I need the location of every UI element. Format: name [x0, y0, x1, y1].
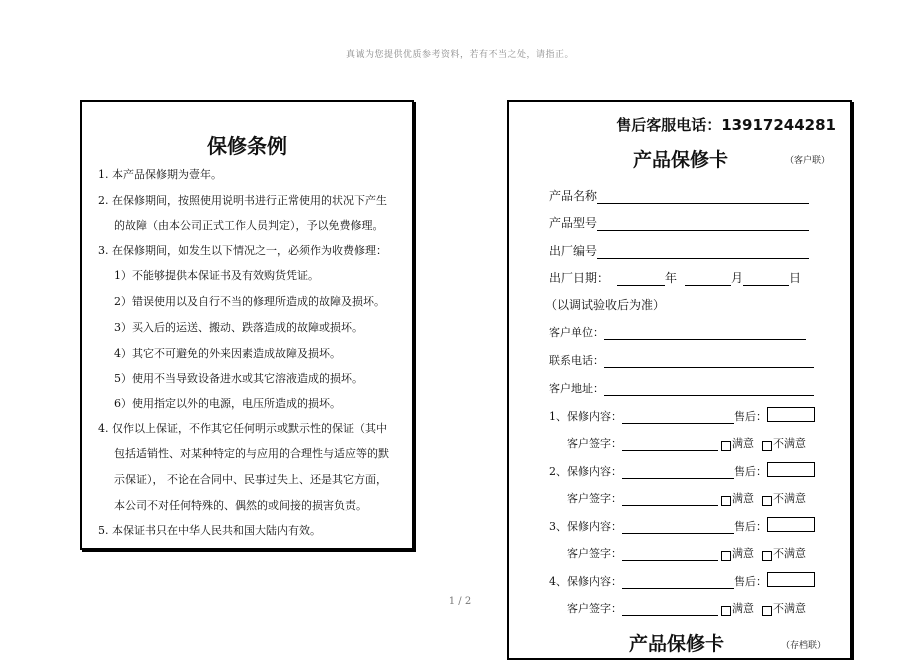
satisfied-label: 满意: [732, 437, 754, 450]
unsatisfied-checkbox[interactable]: [762, 606, 772, 616]
after-sales-box[interactable]: [767, 517, 815, 532]
product-name-label: 产品名称: [549, 189, 598, 203]
unsatisfied-label: 不满意: [773, 437, 806, 450]
serial-number-line[interactable]: [597, 246, 809, 259]
regulation-item: 2）错误使用以及自行不当的修理所造成的故障及损坏。: [114, 295, 385, 308]
serial-number-field[interactable]: [549, 242, 809, 259]
regulation-item: 1. 本产品保修期为壹年。: [98, 168, 222, 181]
regulation-item: 3. 在保修期间，如发生以下情况之一，必须作为收费修理：: [98, 244, 387, 257]
service-content-label: 2、保修内容：: [549, 465, 622, 478]
after-sales-box[interactable]: [767, 407, 815, 422]
regulation-item: 6）使用指定以外的电源，电压所造成的损坏。: [114, 397, 341, 410]
after-sales-box[interactable]: [767, 572, 815, 587]
manufacture-date-field[interactable]: [549, 269, 801, 286]
regulation-item: 2. 在保修期间，按照使用说明书进行正常使用的状况下产生: [98, 194, 387, 207]
contact-phone-line[interactable]: [604, 355, 814, 368]
service-content-line[interactable]: [622, 576, 734, 589]
customer-signature-label: 客户签字：: [567, 602, 622, 615]
customer-unit-line[interactable]: [604, 327, 806, 340]
regulation-item: 3）买入后的运送、搬动、跌落造成的故障或损坏。: [114, 321, 363, 334]
service-hotline: 售后客服电话：13917244281: [616, 116, 836, 134]
contact-phone-label: 联系电话：: [549, 354, 604, 367]
unsatisfied-checkbox[interactable]: [762, 551, 772, 561]
date-note: （以调试验收后为准）: [545, 298, 666, 312]
customer-unit-label: 客户单位：: [549, 326, 604, 339]
page-number: 1 / 2: [448, 596, 472, 607]
regulation-item: 1）不能够提供本保证书及有效购货凭证。: [114, 269, 319, 282]
product-model-line[interactable]: [597, 218, 809, 231]
contact-phone-field[interactable]: [549, 352, 814, 368]
service-content-line[interactable]: [622, 411, 734, 424]
unsatisfied-label: 不满意: [773, 602, 806, 615]
service-content-label: 1、保修内容：: [549, 410, 622, 423]
header-note: 真诚为您提供优质参考资料，若有不当之处，请指正。: [345, 50, 574, 60]
satisfied-label: 满意: [732, 602, 754, 615]
service-content-line[interactable]: [622, 466, 734, 479]
service-content-field[interactable]: [549, 408, 767, 424]
archive-copy-label: （存档联）: [781, 641, 827, 651]
product-model-label: 产品型号: [549, 216, 598, 230]
customer-signature-row[interactable]: [567, 490, 806, 506]
regulation-item: 5. 本保证书只在中华人民共和国大陆内有效。: [98, 524, 321, 537]
regulation-item: 的故障（由本公司正式工作人员判定），予以免费修理。: [114, 219, 384, 232]
customer-address-field[interactable]: [549, 380, 814, 396]
customer-address-label: 客户地址：: [549, 382, 604, 395]
product-name-field[interactable]: [549, 187, 809, 204]
unsatisfied-checkbox[interactable]: [762, 441, 772, 451]
after-sales-label: 售后：: [734, 410, 767, 423]
warranty-regulations-panel: [80, 100, 414, 550]
regulation-item: 示保证）， 不论在合同中、民事过失上、还是其它方面，: [114, 473, 387, 486]
unsatisfied-label: 不满意: [773, 547, 806, 560]
satisfied-checkbox[interactable]: [721, 606, 731, 616]
after-sales-box[interactable]: [767, 462, 815, 477]
regulation-item: 包括适销性、对某种特定的与应用的合理性与适应等的默: [114, 447, 389, 460]
serial-number-label: 出厂编号: [549, 244, 598, 258]
satisfied-label: 满意: [732, 492, 754, 505]
day-line[interactable]: [743, 273, 789, 286]
customer-address-line[interactable]: [604, 383, 814, 396]
product-model-field[interactable]: [549, 214, 809, 231]
after-sales-label: 售后：: [734, 520, 767, 533]
card-title: 产品保修卡: [633, 149, 729, 171]
regulations-title: 保修条例: [207, 134, 287, 158]
regulation-item: 5）使用不当导致设备进水或其它溶液造成的损坏。: [114, 372, 363, 385]
satisfied-checkbox[interactable]: [721, 441, 731, 451]
customer-unit-field[interactable]: [549, 324, 806, 340]
satisfied-checkbox[interactable]: [721, 496, 731, 506]
customer-signature-row[interactable]: [567, 545, 806, 561]
unsatisfied-checkbox[interactable]: [762, 496, 772, 506]
customer-signature-line[interactable]: [622, 493, 718, 506]
year-line[interactable]: [617, 273, 665, 286]
customer-signature-line[interactable]: [622, 548, 718, 561]
customer-signature-row[interactable]: [567, 600, 806, 616]
product-name-line[interactable]: [597, 191, 809, 204]
customer-copy-label: （客户联）: [785, 156, 831, 166]
archive-card-title: 产品保修卡: [629, 633, 725, 655]
customer-signature-row[interactable]: [567, 435, 806, 451]
service-content-line[interactable]: [622, 521, 734, 534]
unsatisfied-label: 不满意: [773, 492, 806, 505]
year-label: 年: [665, 271, 678, 285]
customer-signature-label: 客户签字：: [567, 492, 622, 505]
service-content-field[interactable]: [549, 573, 767, 589]
service-content-label: 4、保修内容：: [549, 575, 622, 588]
customer-signature-line[interactable]: [622, 438, 718, 451]
satisfied-label: 满意: [732, 547, 754, 560]
day-label: 日: [789, 271, 802, 285]
regulation-item: 本公司不对任何特殊的、偶然的或间接的损害负责。: [114, 499, 367, 512]
regulation-item: 4. 仅作以上保证，不作其它任何明示或默示性的保证（其中: [98, 422, 387, 435]
service-content-label: 3、保修内容：: [549, 520, 622, 533]
warranty-card: [507, 100, 852, 660]
customer-signature-label: 客户签字：: [567, 437, 622, 450]
after-sales-label: 售后：: [734, 465, 767, 478]
satisfied-checkbox[interactable]: [721, 551, 731, 561]
service-content-field[interactable]: [549, 463, 767, 479]
month-line[interactable]: [685, 273, 731, 286]
month-label: 月: [731, 271, 744, 285]
after-sales-label: 售后：: [734, 575, 767, 588]
service-content-field[interactable]: [549, 518, 767, 534]
customer-signature-line[interactable]: [622, 603, 718, 616]
customer-signature-label: 客户签字：: [567, 547, 622, 560]
regulation-item: 4）其它不可避免的外来因素造成故障及损坏。: [114, 347, 341, 360]
date-label: 出厂日期：: [549, 271, 610, 285]
